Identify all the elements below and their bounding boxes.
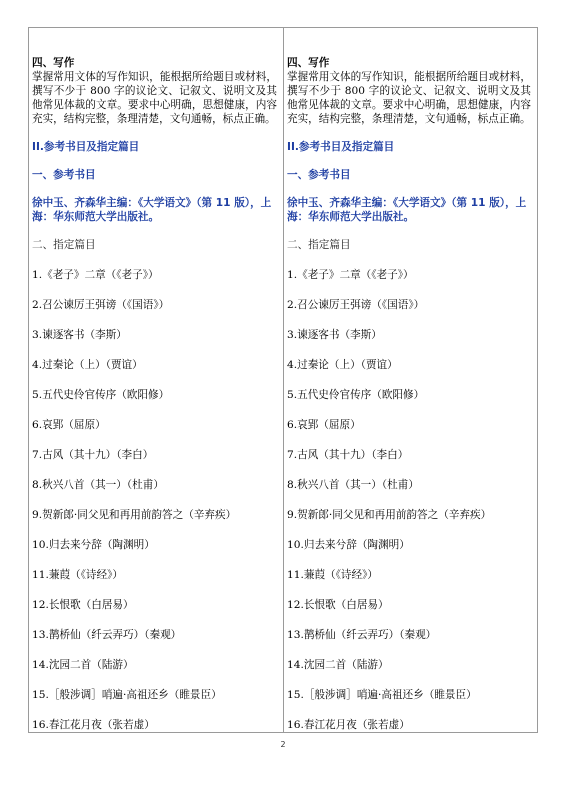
- reference-heading: 一、参考书目: [287, 169, 351, 181]
- reference-book: 徐中玉、齐森华主编：《大学语文》（第 11 版），上海：华东师范大学出版社。: [32, 197, 272, 223]
- list-item: 1.《老子》二章（《老子》）: [32, 269, 159, 281]
- part2-heading: II.参考书目及指定篇目: [287, 141, 395, 153]
- list-item: 7.古风（其十九）（李白）: [32, 449, 154, 461]
- left-column: [29, 28, 283, 732]
- list-item: 16.春江花月夜（张若虚）: [287, 719, 410, 731]
- list-item: 14.沈园二首（陆游）: [32, 659, 134, 671]
- section-title: 四、写作: [287, 57, 330, 69]
- list-item: 6.哀郢（屈原）: [287, 419, 361, 431]
- list-item: 15.［般涉调］哨遍·高祖还乡（睢景臣）: [32, 689, 222, 701]
- list-item: 2.召公谏厉王弭谤（《国语》）: [287, 299, 425, 311]
- list-item: 9.贺新郎·同父见和再用前韵答之（辛弃疾）: [287, 509, 492, 521]
- content-table: [28, 27, 538, 733]
- page-number: 2: [280, 740, 286, 749]
- list-item: 13.鹊桥仙（纤云弄巧）（秦观）: [32, 629, 182, 641]
- list-item: 12.长恨歌（白居易）: [32, 599, 134, 611]
- list-item: 3.谏逐客书（李斯）: [32, 329, 127, 341]
- assigned-list: [287, 268, 531, 732]
- list-item: 10.归去来兮辞（陶渊明）: [32, 539, 155, 551]
- list-item: 4.过秦论（上）（贾谊）: [287, 359, 398, 371]
- section-title: 四、写作: [32, 57, 75, 69]
- list-item: 8.秋兴八首（其一）（杜甫）: [32, 479, 164, 491]
- right-column: [283, 28, 537, 732]
- list-item: 5.五代史伶官传序（欧阳修）: [287, 389, 425, 401]
- list-item: 3.谏逐客书（李斯）: [287, 329, 382, 341]
- list-item: 16.春江花月夜（张若虚）: [32, 719, 155, 731]
- list-item: 10.归去来兮辞（陶渊明）: [287, 539, 410, 551]
- assigned-heading: 二、指定篇目: [287, 239, 351, 251]
- assigned-list: [32, 268, 277, 732]
- list-item: 8.秋兴八首（其一）（杜甫）: [287, 479, 419, 491]
- reference-book: 徐中玉、齐森华主编：《大学语文》（第 11 版），上海：华东师范大学出版社。: [287, 197, 527, 223]
- assigned-heading: 二、指定篇目: [32, 239, 96, 251]
- list-item: 4.过秦论（上）（贾谊）: [32, 359, 143, 371]
- list-item: 14.沈园二首（陆游）: [287, 659, 389, 671]
- list-item: 1.《老子》二章（《老子》）: [287, 269, 414, 281]
- section-text: 掌握常用文体的写作知识，能根据所给题目或材料，撰写不少于 800 字的议论文、记叙文、说明文及其他常见体裁的文章。要求中心明确，思想健康，内容充实，结构完整，条理清楚，文句通畅，标点正确。: [32, 71, 277, 125]
- reference-heading: 一、参考书目: [32, 169, 96, 181]
- list-item: 6.哀郢（屈原）: [32, 419, 106, 431]
- list-item: 11.蒹葭（《诗经》）: [32, 569, 123, 581]
- list-item: 15.［般涉调］哨遍·高祖还乡（睢景臣）: [287, 689, 477, 701]
- list-item: 2.召公谏厉王弭谤（《国语》）: [32, 299, 170, 311]
- list-item: 12.长恨歌（白居易）: [287, 599, 389, 611]
- list-item: 5.五代史伶官传序（欧阳修）: [32, 389, 170, 401]
- list-item: 9.贺新郎·同父见和再用前韵答之（辛弃疾）: [32, 509, 237, 521]
- list-item: 11.蒹葭（《诗经》）: [287, 569, 378, 581]
- list-item: 13.鹊桥仙（纤云弄巧）（秦观）: [287, 629, 437, 641]
- section-text: 掌握常用文体的写作知识，能根据所给题目或材料，撰写不少于 800 字的议论文、记叙文、说明文及其他常见体裁的文章。要求中心明确，思想健康，内容充实，结构完整，条理清楚，文句通畅，标点正确。: [287, 71, 531, 125]
- part2-heading: II.参考书目及指定篇目: [32, 141, 140, 153]
- list-item: 7.古风（其十九）（李白）: [287, 449, 409, 461]
